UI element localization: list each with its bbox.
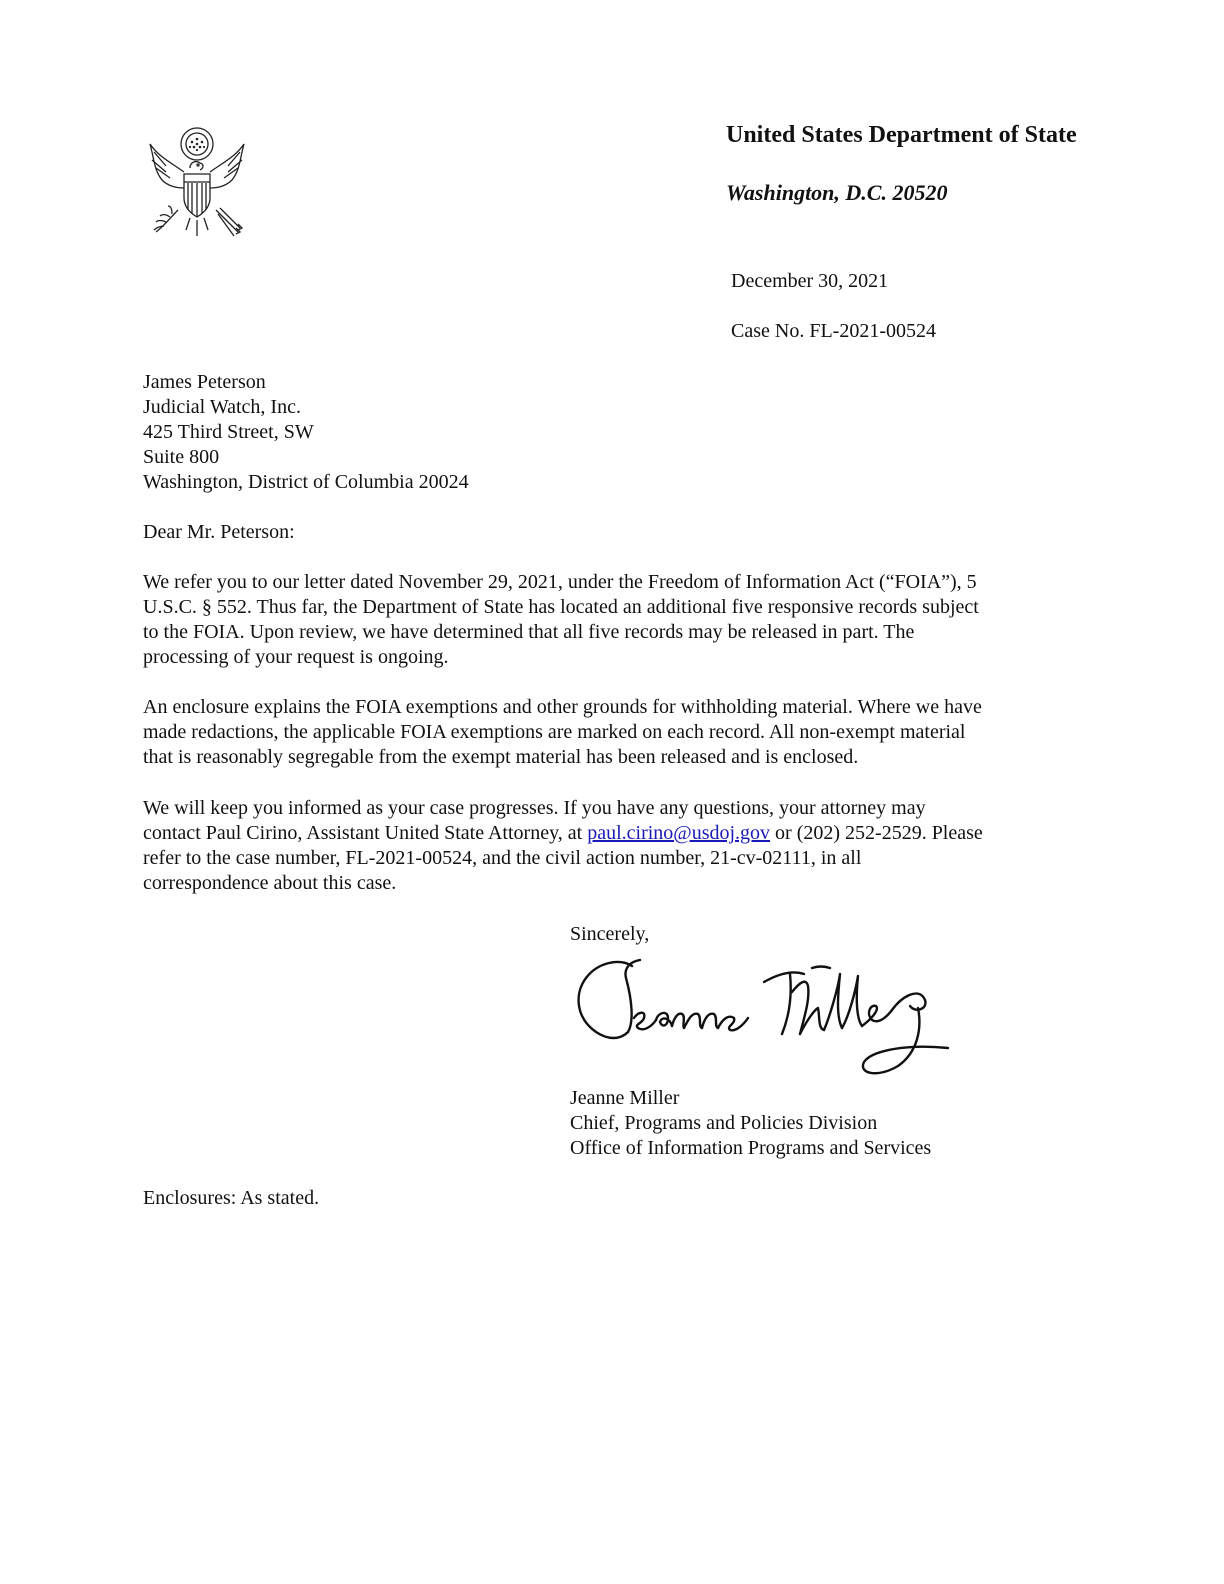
recipient-address bbox=[143, 370, 469, 495]
paragraph-line-segment: contact Paul Cirino, Assistant United State Attorney, at bbox=[143, 822, 588, 844]
handwritten-signature bbox=[568, 948, 968, 1086]
department-name: United States Department of State bbox=[726, 122, 1077, 148]
recipient-suite: Suite 800 bbox=[143, 446, 220, 468]
great-seal-icon bbox=[140, 122, 254, 244]
signer-office: Office of Information Programs and Services bbox=[570, 1137, 932, 1159]
letter-date: December 30, 2021 bbox=[731, 270, 889, 292]
case-number: Case No. FL-2021-00524 bbox=[731, 320, 936, 342]
attorney-email-link[interactable]: paul.cirino@usdoj.gov bbox=[587, 822, 771, 844]
paragraph-line: that is reasonably segregable from the exempt material has been released and is enclosed. bbox=[143, 746, 859, 768]
paragraph-line: processing of your request is ongoing. bbox=[143, 646, 449, 668]
closing: Sincerely, bbox=[570, 923, 650, 945]
paragraph-line: An enclosure explains the FOIA exemptions and other grounds for withholding material. Where we have bbox=[143, 696, 982, 718]
signer-title: Chief, Programs and Policies Division bbox=[570, 1112, 878, 1134]
body-paragraph-1 bbox=[143, 570, 1073, 670]
department-city-line: Washington, D.C. 20520 bbox=[726, 180, 948, 205]
paragraph-line: U.S.C. § 552. Thus far, the Department of State has located an additional five responsive records subject bbox=[143, 596, 979, 618]
enclosures-note: Enclosures: As stated. bbox=[143, 1187, 320, 1209]
paragraph-line: correspondence about this case. bbox=[143, 872, 397, 894]
salutation: Dear Mr. Peterson: bbox=[143, 521, 295, 543]
paragraph-line-segment: or (202) 252-2529. Please bbox=[770, 822, 983, 844]
paragraph-line-with-email bbox=[143, 821, 1073, 846]
signer-name: Jeanne Miller bbox=[570, 1087, 680, 1109]
body-paragraph-2 bbox=[143, 695, 1073, 770]
paragraph-line: We refer you to our letter dated November 29, 2021, under the Freedom of Information Act (“FOIA”), 5 bbox=[143, 571, 977, 593]
body-paragraph-3 bbox=[143, 796, 1073, 896]
paragraph-line: to the FOIA. Upon review, we have determined that all five records may be released in part. The bbox=[143, 621, 915, 643]
recipient-name: James Peterson bbox=[143, 371, 266, 393]
signer-block bbox=[570, 1086, 931, 1161]
paragraph-line: made redactions, the applicable FOIA exemptions are marked on each record. All non-exempt material bbox=[143, 721, 966, 743]
recipient-organization: Judicial Watch, Inc. bbox=[143, 396, 301, 418]
recipient-street: 425 Third Street, SW bbox=[143, 421, 314, 443]
paragraph-line: refer to the case number, FL-2021-00524, and the civil action number, 21-cv-02111, in all bbox=[143, 847, 862, 869]
paragraph-line: We will keep you informed as your case progresses. If you have any questions, your attorney may bbox=[143, 797, 926, 819]
recipient-city: Washington, District of Columbia 20024 bbox=[143, 471, 469, 493]
